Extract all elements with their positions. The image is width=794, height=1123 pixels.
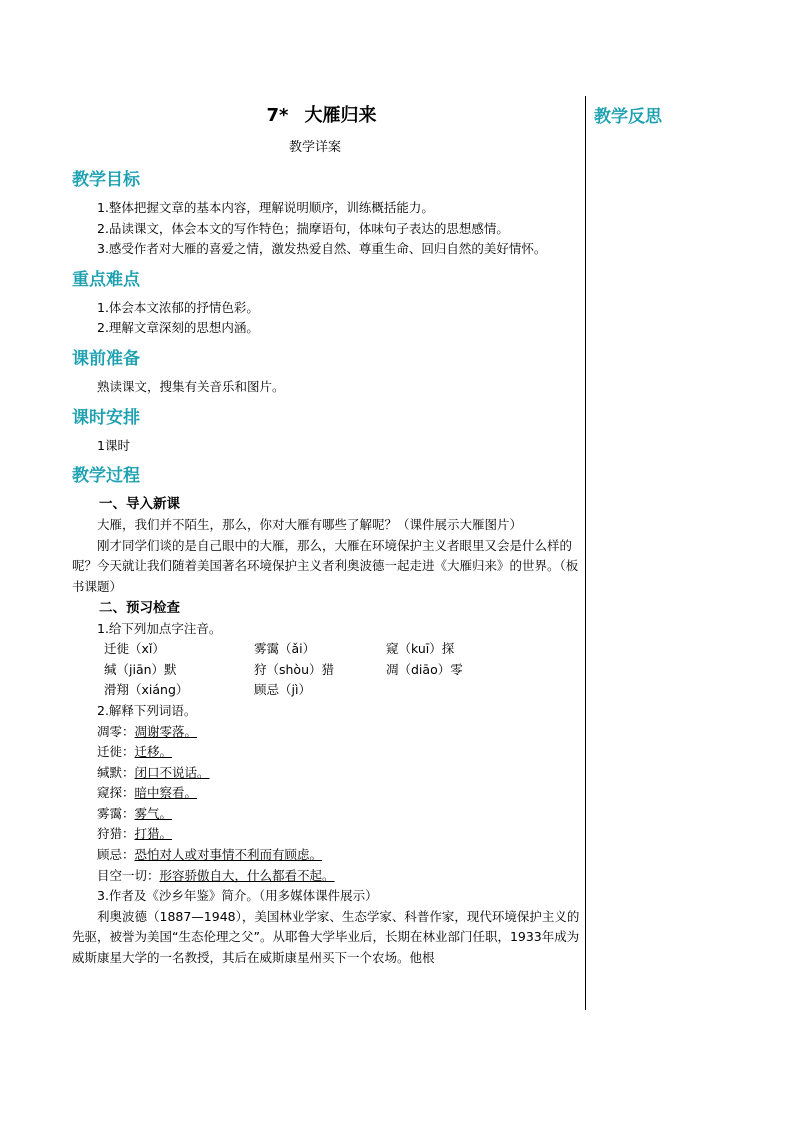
pinyin-item: 滑翔（xiáng） xyxy=(104,682,189,698)
section-heading: 重点难点 xyxy=(72,269,140,290)
definition-term: 窥探： xyxy=(97,785,135,801)
pinyin-item: 凋（diāo）零 xyxy=(386,661,463,677)
definition-term: 顾忌： xyxy=(97,847,135,863)
pinyin-item: 狩（shòu）猎 xyxy=(254,661,335,677)
preparation-text: 熟读课文，搜集有关音乐和图片。 xyxy=(97,378,285,394)
definition-term: 迁徙： xyxy=(97,744,135,760)
lesson-number: 7* xyxy=(266,105,289,126)
key-point-item: 1.体会本文浓郁的抒情色彩。 xyxy=(97,299,259,315)
question: 1.给下列加点字注音。 xyxy=(97,620,222,636)
definition xyxy=(72,742,580,763)
preparation-section xyxy=(72,347,580,398)
schedule-text: 1课时 xyxy=(97,437,130,453)
page-title xyxy=(63,104,580,128)
pinyin-item: 顾忌（jì） xyxy=(254,682,311,698)
objectives-section xyxy=(72,168,580,260)
reflection-title: 教学反思 xyxy=(594,107,662,127)
part-title: 二、预习检查 xyxy=(99,599,180,616)
definition xyxy=(72,845,580,866)
pinyin-item: 雾霭（ǎi） xyxy=(254,641,316,657)
pinyin-row xyxy=(104,639,580,660)
paragraph: 刚才同学们谈的是自己眼中的大雁，那么，大雁在环境保护主义者眼里又会是什么样的呢？今天就让我们随着美国著名环境保护主义者利奥波德一起走进《大雁归来》的世界。（板书课题） xyxy=(72,537,579,594)
key-points-section xyxy=(72,268,580,339)
definition-answer: 迁移。 xyxy=(134,744,173,760)
definition xyxy=(72,804,580,825)
definition xyxy=(72,763,580,784)
definition-answer: 闭口不说话。 xyxy=(134,764,210,780)
definition-term: 凋零： xyxy=(97,723,135,739)
definition-term: 雾霭： xyxy=(97,805,135,821)
page-subtitle: 教学详案 xyxy=(288,140,341,155)
question: 3.作者及《沙乡年鉴》简介。（用多媒体课件展示） xyxy=(97,888,378,904)
definition-answer: 暗中察看。 xyxy=(134,785,198,801)
definition xyxy=(72,866,580,887)
pinyin-row xyxy=(104,660,580,681)
objective-item: 2.品读课文，体会本文的写作特色；揣摩语句，体味句子表达的思想感情。 xyxy=(97,220,509,236)
definition-answer: 恐怕对人或对事情不利而有顾虑。 xyxy=(134,847,323,863)
pinyin-item: 窥（kuī）探 xyxy=(386,641,455,657)
lesson-title: 大雁归来 xyxy=(304,105,377,126)
objective-item: 3.感受作者对大雁的喜爱之情，激发热爱自然、尊重生命、回归自然的美好情怀。 xyxy=(97,241,547,257)
definition xyxy=(72,783,580,804)
key-point-item: 2.理解文章深刻的思想内涵。 xyxy=(97,320,259,336)
pinyin-item xyxy=(386,680,526,701)
section-heading: 教学目标 xyxy=(72,170,140,190)
definition xyxy=(72,722,580,743)
schedule-section xyxy=(72,406,580,457)
definition-term: 目空一切： xyxy=(97,867,160,883)
pinyin-item: 迁徙（xǐ） xyxy=(104,641,165,657)
objective-item: 1.整体把握文章的基本内容，理解说明顺序，训练概括能力。 xyxy=(97,200,434,215)
author-bio: 利奥波德（1887—1948），美国林业学家、生态学家、科普作家，现代环境保护主义的先驱，被誉为美国“生态伦理之父”。从耶鲁大学毕业后，长期在林业部门任职，1933年成为威斯康星大学的一名教授，其后在威斯康星州买下一个农场。他根 xyxy=(72,908,580,966)
definition-answer: 凋谢零落。 xyxy=(134,723,198,739)
definition-term: 缄默： xyxy=(97,764,135,780)
definition-answer: 打猎。 xyxy=(134,826,173,842)
part-title: 一、导入新课 xyxy=(99,496,180,513)
section-heading: 教学过程 xyxy=(72,466,140,487)
definition-answer: 雾气。 xyxy=(134,805,173,821)
section-heading: 课时安排 xyxy=(72,407,140,428)
question: 2.解释下列词语。 xyxy=(97,702,197,718)
lesson-plan xyxy=(72,100,580,969)
definition-term: 狩猎： xyxy=(97,826,135,842)
definition xyxy=(72,824,580,845)
section-heading: 课前准备 xyxy=(72,348,140,369)
pinyin-item: 缄（jiān）默 xyxy=(104,661,177,677)
process-section xyxy=(72,464,580,968)
paragraph: 大雁，我们并不陌生，那么，你对大雁有哪些了解呢？（课件展示大雁图片） xyxy=(97,517,523,533)
column-divider xyxy=(585,96,586,1010)
definition-answer: 形容骄傲自大，什么都看不起。 xyxy=(159,867,335,883)
pinyin-row xyxy=(104,680,580,701)
